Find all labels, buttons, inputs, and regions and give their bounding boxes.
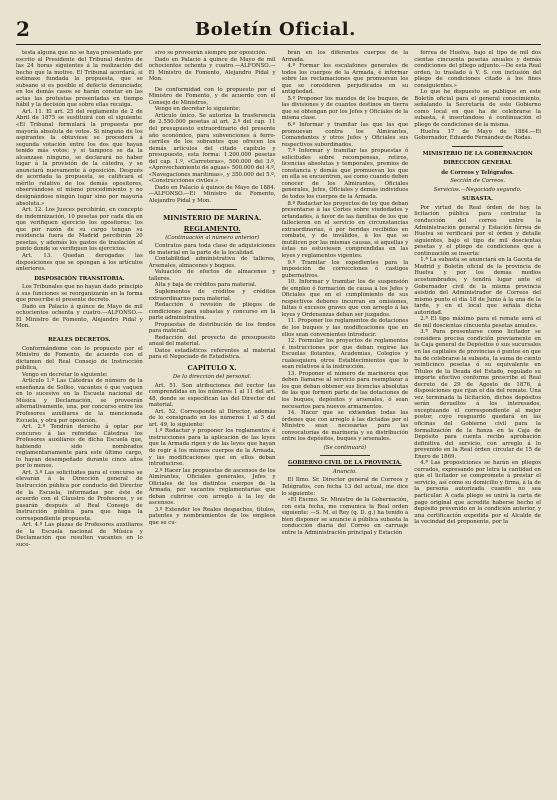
paragraph: Redacción del proyecto de presupuesto anual del material. bbox=[148, 334, 276, 348]
newspaper-title: Boletín Oficial. bbox=[195, 18, 356, 40]
paragraph: Art. 12. Los Jueces percibirán, en concepto de indemnización, 10 pesetas por cada día en que verifiquen ejercicio los opositores; los que por razón de su cargo tengan su residencia fuera de Madrid percibirán 20 pesetas, y además los gastos de traslación al punto donde se verifiquen los ejercicios. bbox=[16, 207, 143, 253]
paragraph: Redacción ó revisión de pliegos de condiciones para subastas y concurso en la parte administrativa. bbox=[148, 302, 276, 322]
paragraph: Artículo 1.º Las Cátedras de número de la enseñanza de Solfeo, vacantes ó que vaquen en lo sucesivo en la Escuela nacional de Música y Declamación, se proveerán alternativamente, una, por concurso entre los Profesores auxiliares de la mencionada Escuela, y otra por oposición. bbox=[16, 378, 143, 424]
section-heading: de Correos y Telégrafos. bbox=[441, 169, 515, 176]
paragraph: Dado en Palacio á quince de Mayo de mil ochocientos ochenta y cuatro.—ALFONSO.—El Ministro de Fomento, Alejandro Pidal y Mon. bbox=[148, 56, 276, 83]
section-subtitle: Sección de Correos. bbox=[450, 178, 506, 185]
section-subtitle: (Se continuará) bbox=[323, 444, 367, 451]
section-divider bbox=[452, 146, 503, 147]
paragraph: El Ilmo. Sr. Director general de Correos y Telégrafos, con fecha 13 del actual, me dice lo siguiente: bbox=[281, 477, 409, 497]
paragraph: 4.ª Las proposiciones se harán en pliegos cerrados, expresando por letra la cantidad en que el licitador se compromete á prestar el servicio, así como su domicilio y firma, á la de la persona autorizada cuando no sea particular. A cada pliego se unirá la carta de pago original que acredite haberse hecho el depósito prevenido en la condición anterior, y una certificación expedida por el Alcalde de la vecindad del proponente, por la bbox=[414, 460, 541, 526]
paragraph: bran en los diferentes cuerpos de la Armada. bbox=[281, 50, 409, 63]
paragraph: «El Excmo. Sr. Ministro de la Gobernación, con esta fecha, me comunica la Real orden siguiente: —S. M. el Rey (q. D. g.) ha tenido á bien disponer se anuncie á pública subasta la conducción diaria del Correo en carruaje entre la Administración principal y Estación bbox=[281, 497, 409, 536]
paragraph: 3.ª Para presentarse como licitador se considera precisa condición previamente en la Caja general de Depósitos ó sus sucursales en las capitales de provincias ó puntos en que ha de celebrarse la subasta, la suma de ciento veinticinco pesetas ó su equivalente en Títulos de la Deuda del Estado, regulado su importe efectivo conforme prescribe el Real decreto de 29 de Agosto de 1876, á disposiciones que rijan el día del remate. Una vez terminada la licitación, dichos depósitos serán devueltos á los interesados, exceptuando el correspondiente al mejor postor, cuyo resguardo quedará en las oficinas del Gobierno civil para la formalización de la fianza en la Caja de Depósito para cuenta recibo aprobación definitiva del servicio, con arreglo á lo prevenido en la Real órden circular de 15 de Enero de 1869. bbox=[414, 329, 541, 460]
section-heading: DISPOSICIÓN TRANSITORIA. bbox=[34, 275, 125, 282]
paragraph: 3.º Extender los Reales despachos, títulos, patentes y nombramientos de los empleos que se cu- bbox=[148, 506, 276, 526]
paragraph: Art. 52. Corresponde al Director, además de lo consignado en los números 1 al 5 del art. 49, lo siguiente: bbox=[148, 408, 276, 428]
paragraph: Huelva 17 de Mayo de 1884.—El Gobernador, Eduardo Fernández de Rodas. bbox=[414, 128, 541, 142]
column-2 bbox=[149, 50, 276, 795]
paragraph: sivo se proveerán siempre por oposición. bbox=[154, 50, 267, 56]
section-divider bbox=[320, 455, 371, 456]
section-heading: REGLAMENTO. bbox=[183, 224, 241, 233]
paragraph: 5.º Proponer los mandos de los buques, de las divisiones y de cuantos destinos en tierra que se obtengan por los Jefes y Oficiales de la misma clase. bbox=[281, 95, 409, 122]
paragraph: Conformándome con lo propuesto por el Ministro de Fomento, de acuerdo con el dictamen del Real Consejo de Instrucción pública, bbox=[16, 345, 143, 372]
paragraph: Dado en Palacio á quince de Mayo de 1884.—ALFONSO.—El Ministro de Fomento, Alejandro Pidal y Mon. bbox=[148, 184, 276, 205]
page-number: 2 bbox=[16, 17, 30, 41]
paragraph: Art. 13. Quedan derogadas las disposiciones que se opongan á los artículos anteriores. bbox=[16, 252, 143, 273]
paragraph: Lo que he dispuesto se publique en este Boletín oficial para el general conocimiento, señalando la Secretaría de este Gobierno como local en que ha de celebrarse la subasta, é insertándose á continuación el pliego de condiciones de la misma. bbox=[414, 89, 541, 129]
section-subtitle: (Continuación al número anterior) bbox=[165, 234, 260, 241]
paragraph: Vengo en decretar lo siguiente: bbox=[154, 106, 241, 113]
paragraph: 9.º Tramitar los expedientes para la imposición de correcciones ó castigos gubernativos. bbox=[281, 259, 409, 279]
paragraph: Dado en Palacio á quince de Mayo de mil ochocientos ochenta y cuatro.—ALFONSO.—El Ministro de Fomento, Alejandro Pidal y Mon. bbox=[16, 303, 143, 330]
paragraph: De conformidad con lo propuesto por el Ministro de Fomento, y de acuerdo con el Consejo de Ministros, bbox=[148, 86, 276, 106]
section-subtitle: De la dirección del personal. bbox=[172, 373, 252, 380]
paragraph: Contabilidad administrativa de talleres, Arsenales, almacenes y buques. bbox=[148, 256, 276, 269]
column-3 bbox=[282, 50, 409, 795]
paragraph: 14. Hacer que se extiendan todas las órdenes que con arreglo á las dictadas por el Ministro sean necesarias para las convocatorias de marinería y su distribución entre los depósitos, buques y arsenales. bbox=[281, 410, 409, 443]
paragraph: 6.º Informar y tramitar las que las que promuevan contra los Almirantes, Comandantes y otros Jefes y Oficiales sus respectivos subordinados. bbox=[281, 122, 409, 148]
section-heading: CAPÍTULO X. bbox=[187, 363, 237, 372]
paragraph: Art. 51. Son atribuciones del rector las comprendidas en los números 1 al 11 del art. 48, donde se especifican las del Director del material. bbox=[148, 382, 276, 409]
paragraph: Art. 4.º Las plazas de Profesores auxiliares de la Escuela nacional de Música y Declamación que resulten vacantes en lo suce- bbox=[16, 522, 143, 548]
section-heading: MINISTERIO DE MARINA. bbox=[163, 213, 262, 222]
paragraph: 12. Formular los proyectos de reglamentos é instrucciones por que deban regirse las Escuelas flotantes, Academias, Colegios y cualesquiera otros Establecimientos que lo sean relativos á la instrucción. bbox=[281, 338, 409, 371]
paragraph: 1.ª La subasta se anunciará en la Gaceta de Madrid y Boletín oficial de la provincia de Huelva y por los demás medios acostumbrados, y tendrá lugar ante el Gobernador civil de la misma provincia asistido del Administrador de Correos del mismo punto el día 18 de Junio á la una de la tarde, y en el local que señala dicha autoridad. bbox=[414, 257, 541, 316]
paragraph: 13. Proponer el número de marineros que deben llamarse al servicio para reemplazar á los que deban obtener sus licencias absolutas de las que formen parte de las dotaciones de los buques, depósitos y arsenales, ó sean necesarios para nuevos armamentos. bbox=[281, 370, 409, 410]
paragraph: Por virtud de Real órden de hoy, la licitación pública para contratar la conducción del correo entre la Administración general y Estación férrea de Huelva se verificará por el órden y detalle siguientes, bajo el tipo de mil doscientas pesetas y el pliego de condiciones que á continuación se inserta: bbox=[414, 204, 541, 257]
paragraph: Contratos para toda clase de adquisiciones de material en la parte de la localidad. bbox=[148, 243, 276, 256]
paragraph: 7.º Informar y tramitar las propuestas ó solicitudes sobre recompensas, retiros, licencias absolutas y temporales, premios de constancia y demás que promuevan los que en ella se encuentren, así como cuando deben conocer de los Almirantes, Oficiales generales, Jefes, Oficiales y demás individuos de todos los cuerpos de la Armada. bbox=[281, 148, 409, 201]
paragraph: Art. 11. El art. 25 del reglamento de 2 de Abril de 1875 se sustituirá con el siguiente: «El Tribunal formulará la propuesta por mayoría absoluta de votos. Si ninguno de los aspirantes la obtuviese se procederá á segunda votación entre los dos que hayan tenido más votos; y si tampoco se da la alcanzase ninguno, se declarará no haber lugar á la provisión de la cátedra, y se anunciará nuevamente á oposición. Después de acordada la propuesta, se calificará el mérito relativo de los demás opositores, observándose el mismo procedimiento y no designándose ningún lugar sino por mayoría absoluta.» bbox=[16, 108, 143, 207]
text-columns bbox=[16, 50, 541, 795]
paragraph: Artículo único. Se autoriza la trasferencia de 2.550.000 pesetas al art. 2.º del cap. 11 del presupuesto extraordinario del presente año económico, para subvenciones á ferro-carriles de los sobrantes que ofrecen los demás artículos del citado capítulo y presupuesto, esta forma: 1.200.000 pesetas del cap. 1.º, «Carreteras», 500.000 del 3.º, «Aprovechamiento de aguas» 500.000 del 4.º, «Navegaciones marítimas», y 350.000 del 5.º, «Construcciones civiles.» bbox=[148, 112, 276, 185]
paragraph: Datos estadísticos referentes al material para el Negociado de Estadística. bbox=[148, 347, 276, 361]
paragraph: 2.ª El tipo máximo para el remate será el de mil doscientas cincuenta pesetas anuales. bbox=[414, 316, 541, 329]
paragraph: Art. 2.º Tendrán derecho á optar por concurso á las referidas Cátedras los Profesores auxiliares de dicha Escuela que, habiendo sido nombrados reglamentariamente para este último cargo, lo hayan desempeñado durante cinco años por lo menos. bbox=[16, 424, 143, 470]
paragraph: 2.º Hacer las propuestas de ascensos de los Almirantes, Oficiales generales, Jefes y Oficiales de los distintos cuerpos de la Armada, por vacantes reglamentarias que deban cubrirse con arreglo á la ley de ascensos. bbox=[148, 467, 276, 507]
spacer bbox=[16, 330, 143, 334]
paragraph: testa alguna que no se haya presentado por escrito al Presidente del Tribunal dentro de las 24 horas siguientes á la realización del hecho que la motive. El Tribunal acordará, si estimase fundada la propuesta, que se subsane si es posible el defecto denunciado; en los demás casos se harán constar en las actas las protestas presentadas en tiempo hábil y la decisión que sobre ellas recaiga. bbox=[16, 50, 143, 109]
page-header bbox=[16, 14, 541, 45]
paragraph: 1.º Redactar y proponer los reglamentos é instrucciones para la aplicación de las leyes que la Armada rigen y de las leyes que hayan de regir á los mismos cuerpos de la Armada, y las modificaciones que en ellos deban introducirse. bbox=[148, 428, 276, 468]
paragraph: Art. 3.º Las solicitudes para el concurso se elevarán á la Dirección general de Instrucción pública por conducto del Director de la Escuela, informadas por éste de acuerdo con el Claustro de Profesores, y se pasarán después al Real Consejo de Instrucción pública para que haga la correspondiente propuesta. bbox=[16, 469, 143, 522]
section-heading: SUBASTA. bbox=[462, 196, 494, 203]
paragraph: Vengo en decretar lo siguiente: bbox=[22, 371, 108, 378]
paragraph: férrea de Huelva, bajo el tipo de mil dos cientas cincuenta pesetas anuales y demás condiciones del pliego adjunto.—De esta Real orden, lo traslado á V. S. con inclusión del pliego de condiciones citado á los fines consiguientes.» bbox=[414, 50, 541, 89]
section-divider bbox=[187, 209, 238, 210]
paragraph: Alta y baja de créditos para material. bbox=[154, 282, 257, 289]
paragraph: 4.º Formar los escalafones generales de todos los cuerpos de la Armada, é informar sobre las reclamaciones que promuevan los que se consideren perjudicados en su antigüedad. bbox=[281, 63, 409, 96]
section-heading: GOBIERNO CIVIL DE LA PROVINCIA. bbox=[287, 460, 402, 467]
section-heading: MINISTERIO DE LA GOBERNACION bbox=[422, 150, 533, 157]
section-subtitle: Anuncio. bbox=[332, 468, 357, 475]
section-subtitle: Servicios.—Negociado segundo. bbox=[433, 186, 522, 193]
section-heading: DIRECCION GENERAL bbox=[443, 160, 512, 167]
column-1 bbox=[16, 50, 143, 795]
paragraph: Suplementos de créditos y créditos extraordinarios para material. bbox=[148, 288, 276, 302]
paragraph: Propuestas de distribución de los fondos para material. bbox=[148, 321, 276, 335]
column-4 bbox=[414, 50, 541, 795]
paragraph: 11. Proponer los reglamentos de dotaciones de los buques y las modificaciones que en ellos sean convenientes introducir. bbox=[281, 318, 409, 338]
section-heading: REALES DECRETOS. bbox=[48, 336, 111, 343]
paragraph: 8.º Redactar los proyectos de ley que deban presentarse á las Cortes sobre viudedades y orfandades, á favor de las familias de los que fallecieron en el servicio en circunstancias extraordinarias, ó por heridas recibidas en combate, y de inválidos, á los que se inutilicen por las mismas causas, si aquellas y éstas no estuviesen comprendidas en las leyes y reglamentos vigentes. bbox=[281, 200, 409, 259]
paragraph: 10. Informar y tramitar los de suspensión de empleo ó formación de causa á los Jefes y Oficiales que en el cumplimiento de sus respectivos deberes incurran en omisiones, faltas ó excesos graves que con arreglo á las leyes y Ordenanzas deban ser juzgados. bbox=[281, 279, 409, 318]
paragraph: Los Tribunales que no hayan dado principio á sus funciones se reorganizarán en la forma que prescribe el presente decreto. bbox=[16, 284, 143, 304]
paragraph: Valuación de efectos de almacenes y talleres. bbox=[148, 269, 276, 282]
